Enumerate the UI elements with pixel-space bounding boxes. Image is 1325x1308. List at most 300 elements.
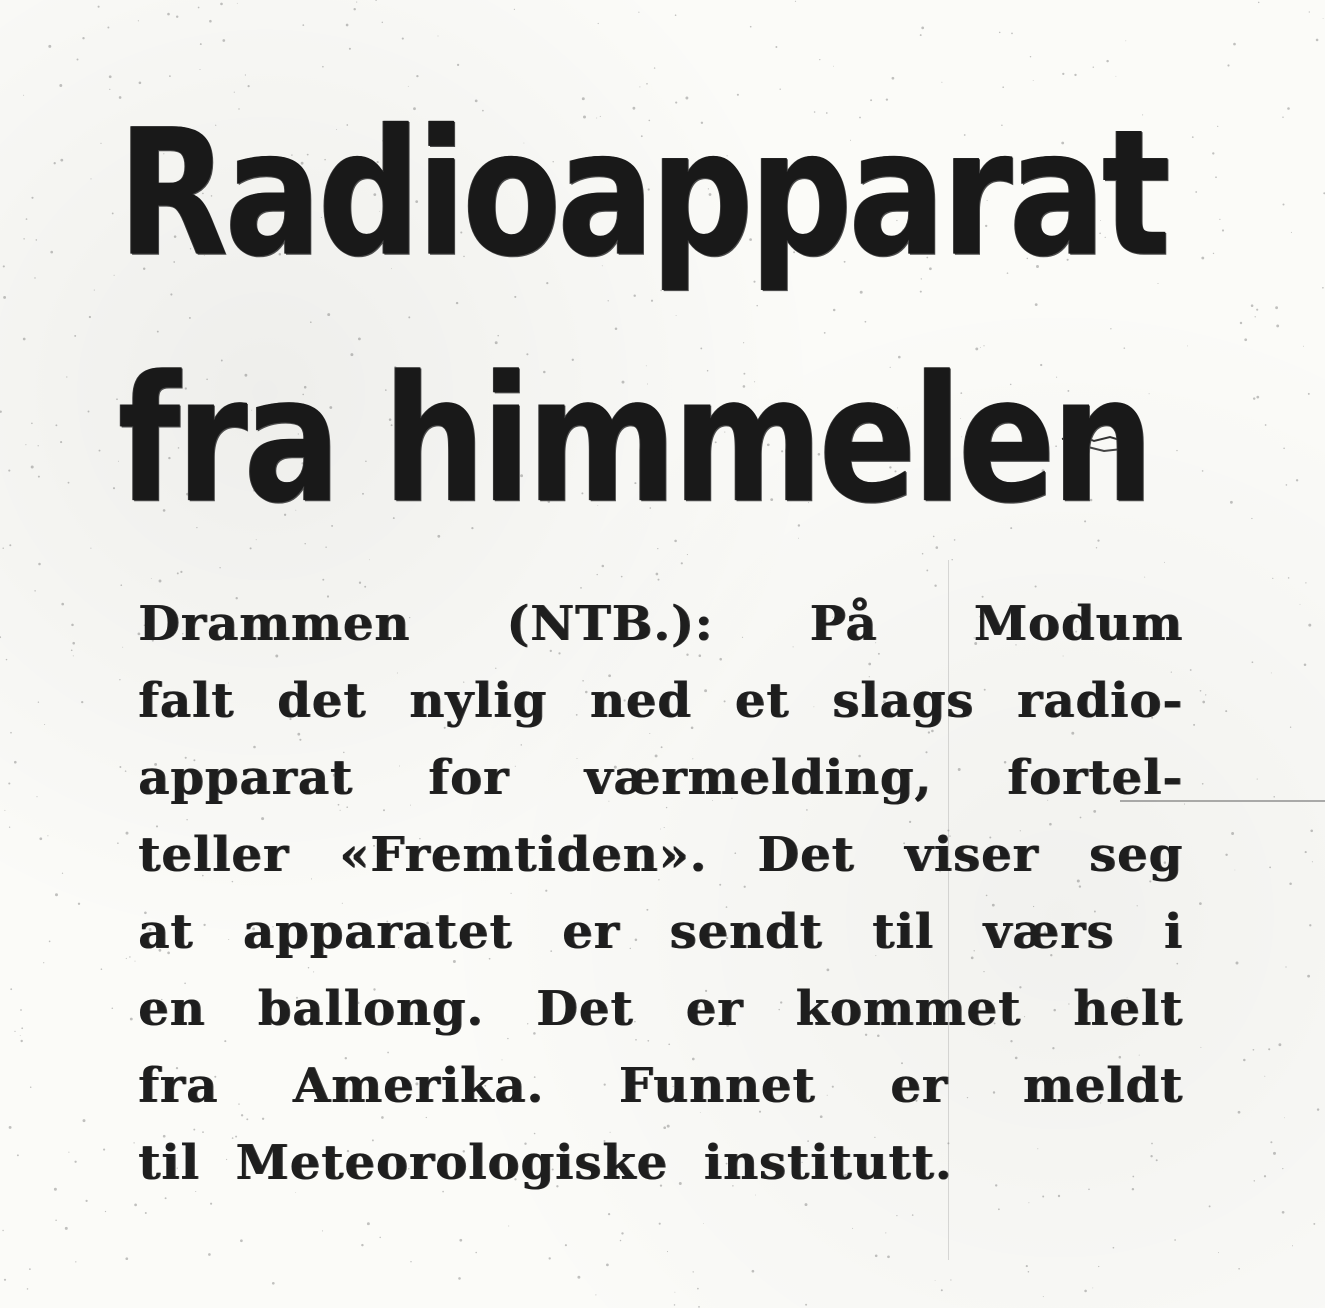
speckle <box>459 1239 462 1242</box>
speckle <box>353 8 355 10</box>
speckle <box>43 962 44 963</box>
speckle <box>125 1257 128 1260</box>
speckle <box>598 23 599 24</box>
speckle <box>1282 116 1283 117</box>
speckle <box>26 218 28 220</box>
speckle <box>920 34 922 36</box>
speckle <box>31 197 33 199</box>
speckle <box>322 579 324 581</box>
speckle <box>94 290 95 291</box>
speckle <box>1257 779 1258 780</box>
speckle <box>508 1225 509 1226</box>
speckle <box>120 584 122 586</box>
speckle <box>23 338 26 341</box>
speckle <box>577 1276 580 1279</box>
speckle <box>1304 663 1307 666</box>
speckle <box>1125 40 1126 41</box>
speckle <box>126 958 127 959</box>
headline <box>118 70 1168 563</box>
speckle <box>438 36 439 37</box>
speckle <box>1033 80 1034 81</box>
speckle <box>402 38 404 40</box>
speckle <box>77 59 79 61</box>
speckle <box>597 574 598 575</box>
speckle <box>54 162 56 164</box>
speckle <box>674 1304 676 1306</box>
speckle <box>322 66 324 68</box>
speckle <box>167 13 170 16</box>
speckle <box>359 582 361 584</box>
speckle <box>941 1289 943 1291</box>
speckle <box>134 961 135 962</box>
speckle <box>117 842 119 844</box>
body-line-4: teller «Fremtiden». Det viser seg <box>138 827 1183 883</box>
speckle <box>926 569 928 571</box>
speckle <box>34 277 35 278</box>
speckle <box>1287 107 1290 110</box>
speckle <box>346 24 349 27</box>
speckle <box>875 1255 878 1258</box>
speckle <box>31 466 34 469</box>
speckle <box>48 45 51 48</box>
speckle <box>458 1277 461 1280</box>
speckle <box>68 482 70 484</box>
speckle <box>0 411 2 413</box>
speckle <box>1030 56 1031 57</box>
speckle <box>62 873 63 874</box>
speckle <box>1227 64 1229 66</box>
speckle <box>1062 73 1064 75</box>
speckle <box>1258 2 1260 4</box>
speckle <box>112 212 114 214</box>
speckle <box>1272 578 1273 579</box>
article-body <box>138 586 1183 1202</box>
speckle <box>1174 1239 1176 1241</box>
speckle <box>10 732 12 734</box>
speckle <box>1308 393 1310 395</box>
speckle <box>74 335 76 337</box>
speckle <box>61 603 64 606</box>
speckle <box>21 1027 23 1029</box>
speckle <box>457 64 459 66</box>
speckle <box>752 1270 755 1273</box>
speckle <box>60 441 62 443</box>
speckle <box>1269 866 1271 868</box>
speckle <box>1026 1265 1028 1267</box>
speckle <box>222 39 225 42</box>
speckle <box>1202 701 1205 704</box>
speckle <box>656 573 659 576</box>
speckle <box>658 579 660 581</box>
speckle <box>54 1188 57 1191</box>
speckle <box>20 1009 22 1011</box>
speckle <box>272 1282 275 1285</box>
speckle <box>1238 1111 1241 1114</box>
speckle <box>1300 604 1301 605</box>
speckle <box>1282 203 1284 205</box>
speckle <box>805 1203 808 1206</box>
speckle <box>349 48 351 50</box>
speckle <box>38 445 39 446</box>
speckle <box>36 239 38 241</box>
speckle <box>82 37 84 39</box>
speckle <box>1028 1202 1029 1203</box>
speckle <box>514 9 515 10</box>
speckle <box>98 6 100 8</box>
speckle <box>1253 397 1255 399</box>
speckle <box>1282 1168 1283 1169</box>
body-line-7: fra Amerika. Funnet er meldt <box>138 1058 1183 1114</box>
speckle <box>20 1035 21 1036</box>
speckle <box>1256 396 1259 399</box>
speckle <box>819 59 820 60</box>
speckle <box>1187 345 1188 346</box>
speckle <box>1200 690 1202 692</box>
speckle <box>1043 1296 1044 1297</box>
speckle <box>1244 338 1247 341</box>
speckle <box>703 1223 704 1224</box>
speckle <box>1200 1047 1201 1048</box>
speckle <box>621 1232 623 1234</box>
speckle <box>20 1040 22 1042</box>
speckle <box>1264 1076 1265 1077</box>
speckle <box>72 642 75 645</box>
speckle <box>34 590 35 591</box>
speckle <box>151 578 152 579</box>
speckle <box>200 43 202 45</box>
speckle <box>1284 1117 1285 1118</box>
body-line-6: en ballong. Det er kommet helt <box>138 981 1183 1037</box>
speckle <box>89 316 91 318</box>
headline-line-2: fra himmelen <box>118 337 1151 542</box>
speckle <box>1282 1211 1285 1214</box>
speckle <box>654 67 655 68</box>
speckle <box>1316 39 1319 42</box>
speckle <box>1115 76 1116 77</box>
speckle <box>113 487 115 489</box>
speckle <box>375 0 377 1</box>
speckle <box>1213 253 1214 254</box>
speckle <box>775 46 777 48</box>
speckle <box>1201 257 1204 260</box>
speckle <box>1195 191 1197 193</box>
speckle <box>1106 60 1108 62</box>
speckle <box>119 766 121 768</box>
speckle <box>367 1222 370 1225</box>
speckle <box>119 679 120 680</box>
speckle <box>109 89 110 90</box>
speckle <box>55 893 58 896</box>
speckle <box>549 1257 551 1259</box>
speckle <box>38 701 39 702</box>
speckle <box>1254 1180 1255 1181</box>
speckle <box>10 988 12 990</box>
speckle <box>220 3 223 6</box>
speckle <box>1192 136 1194 138</box>
speckle <box>1193 724 1195 726</box>
speckle <box>38 476 40 478</box>
speckle <box>240 1239 243 1242</box>
speckle <box>1212 152 1214 154</box>
speckle <box>126 832 129 835</box>
speckle <box>606 1264 609 1267</box>
speckle <box>1202 470 1204 472</box>
speckle <box>1283 448 1285 450</box>
speckle <box>674 1292 675 1293</box>
speckle <box>6 659 7 660</box>
speckle <box>17 1154 19 1156</box>
speckle <box>921 27 924 30</box>
speckle <box>208 1253 211 1256</box>
speckle <box>1317 1108 1319 1110</box>
speckle <box>638 12 639 13</box>
speckle <box>1292 1245 1293 1246</box>
speckle <box>1310 829 1313 832</box>
speckle <box>1323 18 1324 19</box>
speckle <box>122 647 123 648</box>
speckle <box>99 450 101 452</box>
speckle <box>47 835 48 836</box>
speckle <box>1002 86 1004 88</box>
speckle <box>85 1200 87 1202</box>
body-line-5: at apparatet er sendt til værs i <box>138 904 1183 960</box>
speckle <box>1305 582 1306 583</box>
speckle <box>675 14 677 16</box>
speckle <box>71 649 73 651</box>
speckle <box>950 1279 951 1280</box>
speckle <box>1199 902 1202 905</box>
speckle <box>88 411 90 413</box>
speckle <box>138 20 139 21</box>
speckle <box>60 159 63 162</box>
speckle <box>1303 346 1304 347</box>
speckle <box>1290 727 1291 728</box>
speckle <box>83 1119 86 1122</box>
body-line-2: falt det nylig ned et slags radio- <box>138 673 1183 729</box>
speckle <box>125 770 127 772</box>
speckle <box>3 296 6 299</box>
speckle <box>1209 1205 1211 1207</box>
speckle <box>1252 661 1254 663</box>
speckle <box>1309 924 1311 926</box>
speckle <box>356 2 357 3</box>
speckle <box>1253 1049 1255 1051</box>
speckle <box>1176 450 1177 451</box>
speckle <box>75 1261 76 1262</box>
speckle <box>602 565 605 568</box>
speckle <box>659 1223 661 1225</box>
speckle <box>176 15 178 17</box>
speckle <box>1231 832 1234 835</box>
speckle <box>30 1086 31 1087</box>
speckle <box>159 580 162 583</box>
speckle <box>852 1228 853 1229</box>
speckle <box>1233 43 1236 46</box>
speckle <box>1092 1287 1093 1288</box>
speckle <box>210 1203 212 1205</box>
speckle <box>1184 804 1185 805</box>
speckle <box>9 827 10 828</box>
speckle <box>1190 669 1192 671</box>
speckle <box>14 1031 15 1032</box>
speckle <box>565 1244 567 1246</box>
speckle <box>1291 232 1292 233</box>
speckle <box>8 782 10 784</box>
speckle <box>1238 1268 1240 1270</box>
speckle <box>1230 501 1233 504</box>
speckle <box>4 1279 6 1281</box>
body-line-1: Drammen (NTB.): På Modum <box>138 596 1183 652</box>
speckle <box>36 796 37 797</box>
speckle <box>951 559 952 560</box>
speckle <box>1074 74 1076 76</box>
speckle <box>795 1 796 2</box>
speckle <box>133 1142 134 1143</box>
speckle <box>9 1126 12 1129</box>
speckle <box>1240 322 1242 324</box>
speckle <box>50 251 53 254</box>
speckle <box>68 1152 69 1153</box>
speckle <box>81 701 83 703</box>
speckle <box>1305 851 1307 853</box>
speckle <box>620 1240 622 1242</box>
speckle <box>8 470 10 472</box>
speckle <box>3 265 5 267</box>
speckle <box>134 1204 137 1207</box>
speckle <box>39 837 42 840</box>
speckle <box>145 1212 147 1214</box>
speckle <box>78 903 80 905</box>
headline-line-1: Radioapparat <box>118 91 1168 296</box>
speckle <box>14 761 17 764</box>
speckle <box>29 1268 31 1270</box>
speckle <box>998 1208 1000 1210</box>
speckle <box>1084 1290 1087 1293</box>
speckle <box>177 572 179 574</box>
speckle <box>361 1244 363 1246</box>
speckle <box>101 968 103 970</box>
speckle <box>23 95 24 96</box>
speckle <box>1312 861 1313 862</box>
speckle <box>114 275 115 276</box>
speckle <box>382 22 383 23</box>
speckle <box>198 7 200 9</box>
speckle <box>31 423 33 425</box>
speckle <box>237 3 238 4</box>
speckle <box>595 1294 596 1295</box>
speckle <box>1028 1271 1030 1273</box>
speckle <box>4 810 5 811</box>
speckle <box>9 544 11 546</box>
speckle <box>90 548 91 549</box>
speckle <box>692 1271 693 1272</box>
speckle <box>130 1018 133 1021</box>
speckle <box>0 636 1 638</box>
speckle <box>1276 324 1279 327</box>
speckle <box>25 444 26 445</box>
speckle <box>90 178 91 179</box>
speckle <box>71 624 74 627</box>
speckle <box>74 1161 76 1163</box>
speckle <box>697 1288 699 1290</box>
speckle <box>1243 1059 1246 1062</box>
speckle <box>107 27 109 29</box>
speckle <box>1264 1175 1266 1177</box>
speckle <box>1217 126 1218 127</box>
speckle <box>1286 484 1288 486</box>
speckle <box>1093 66 1094 67</box>
speckle <box>1251 518 1252 519</box>
speckle <box>896 1215 897 1216</box>
speckle <box>608 1213 610 1215</box>
speckle <box>44 724 45 725</box>
speckle <box>109 75 112 78</box>
speckle <box>1265 424 1267 426</box>
speckle <box>1308 624 1311 627</box>
body-line-8: til Meteorologiske institutt. <box>138 1135 953 1191</box>
speckle <box>1289 882 1292 885</box>
speckle <box>1285 966 1286 967</box>
speckle <box>55 1220 57 1222</box>
speckle <box>885 1232 886 1233</box>
speckle <box>49 941 51 943</box>
speckle <box>887 1255 890 1258</box>
speckle <box>1235 870 1236 871</box>
speckle <box>1225 854 1227 856</box>
speckle <box>65 1227 68 1230</box>
speckle <box>219 567 220 568</box>
speckle <box>1035 303 1038 306</box>
speckle <box>1271 672 1272 673</box>
speckle <box>66 376 67 377</box>
speckle <box>805 1304 807 1306</box>
speckle <box>1288 577 1290 579</box>
speckle <box>23 238 24 239</box>
speckle <box>1309 11 1310 12</box>
speckle <box>1322 287 1324 289</box>
speckle <box>1313 1223 1315 1225</box>
speckle <box>1011 33 1013 35</box>
speckle <box>1096 547 1097 548</box>
speckle <box>1296 479 1298 481</box>
speckle <box>935 1280 936 1281</box>
speckle <box>999 32 1001 34</box>
speckle <box>59 84 62 87</box>
body-line-3: apparat for værmelding, fortel- <box>138 750 1183 806</box>
speckle <box>105 1211 106 1212</box>
speckle <box>1255 316 1256 317</box>
speckle <box>1218 1252 1219 1253</box>
speckle <box>1273 796 1275 798</box>
speckle <box>1110 328 1111 329</box>
speckle <box>912 1214 914 1216</box>
speckle <box>55 424 57 426</box>
speckle <box>1144 577 1145 578</box>
speckle <box>1268 1048 1270 1050</box>
speckle <box>379 1237 381 1239</box>
speckle <box>103 1149 105 1151</box>
speckle <box>1202 783 1204 785</box>
speckle <box>667 1251 668 1252</box>
speckle <box>302 24 304 26</box>
speckle <box>833 66 834 67</box>
speckle <box>1278 1043 1281 1046</box>
speckle <box>1219 219 1220 220</box>
speckle <box>1307 975 1310 978</box>
speckle <box>209 20 212 23</box>
speckle <box>1215 176 1217 178</box>
speckle <box>1098 1266 1099 1267</box>
